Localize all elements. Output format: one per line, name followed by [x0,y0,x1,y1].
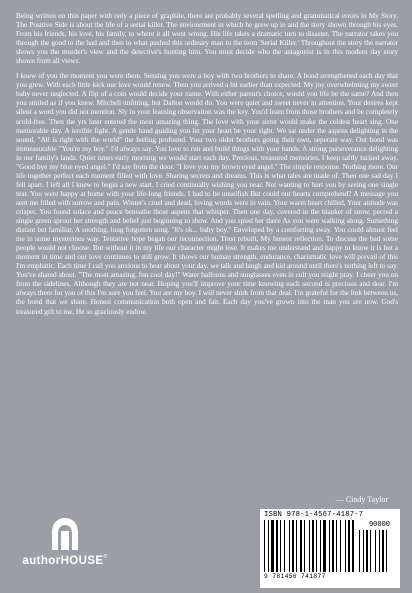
barcode-bar [345,520,346,572]
barcode-bar [300,520,302,572]
price-addon [359,521,390,572]
synopsis-paragraph: Being written on thin paper with only a piece of graphite, there are probably several spelling and grammatical errors in My Story. The Positive Side is about the life of a serial killer. The envionrment in which he grew up in and the story shown through his eyes. From his friends, his love, his family, to where it all went wrong. His life takes a dramatic turn to disaster. The narrator takes you through the good to the bad and then to what pushed this ordinary man to the term 'Serial Killer.' Throughout the story the narrator shows you the murder's view and the detective's hunting him. You must decide who the antagonist is in this modern day story shown from all views. [16,11,398,66]
authorhouse-logo-icon [50,517,80,551]
barcode-bar [352,520,354,572]
price-barcode-bar [366,530,368,572]
barcode-bar [348,520,350,572]
publisher-name [20,554,110,567]
barcode-bar [340,520,341,572]
price-barcode-bar [379,530,380,572]
barcode-bar [332,520,334,572]
barcode-bar [280,520,281,572]
barcode-row [264,520,396,572]
barcode-bar [271,520,274,572]
price-barcode-bar [363,530,364,572]
barcode-bar [309,520,310,572]
registered-mark: ® [103,554,108,560]
publisher-name-text: authorHOUSE [22,555,104,567]
barcode-bar [276,520,278,572]
price-barcode-bar [370,530,371,572]
price-code: 90000 [368,521,390,529]
barcode-bar [312,520,314,572]
publisher-block [20,517,110,567]
barcode-bar [316,520,317,572]
author-signature: — Cindy Taylor [335,495,388,504]
barcode-bar [284,520,285,572]
barcode-bar [329,520,330,572]
price-barcode-bar [375,530,376,572]
barcode-bar [264,520,265,572]
barcode-bar [296,520,297,572]
barcode-digits: 9 781456 741877 [264,573,326,580]
price-barcode-bars [359,530,390,572]
barcode-bar [292,520,294,572]
barcode-bar [268,520,269,572]
ean-barcode-bars [264,520,356,572]
price-barcode-bar [386,530,387,572]
back-cover-blurb [16,11,398,322]
barcode-bar [320,520,321,572]
price-barcode-bar [382,530,384,572]
barcode-bar [323,520,326,572]
isbn-label: ISBN 978-1-4567-4187-7 [264,511,364,519]
isbn-barcode [260,509,400,588]
barcode-bar [304,520,305,572]
poem-paragraph: I knew of you the moment you were there. Sensing you were a boy with two brothers to share. A bond strengthened each day that you grew. With each little kick our love would renew. Then you arrived a bit earlier than expected. My joy overwhelming my sweet baby never neglected. A flip of a coin would decide your name. With either parent's choice, would you life be the same? And then you smiled as if you knew. Mitchell unfitting, but Dalton would do. You were quiet and sweet never in attention. Your desires kept silent a word you did not mention. Sly in your learning observation was the key. You'd learn from those brothers and be completely scold-free. Then the yrs later entered the most amazing thing. The love with your sister would make the coldest heart sing. One memorable day. A terrible fight. A gentle hand guiding you let your heart be your sight. We sat under the aspens delighting in the sound. "All is right with the world" the feeling profound. Your two older brothers going their own, seperate way. Our bond was immeasurable "You're my boy." I'd always say. You love to run and build things with your hands. A strong perseverance delighting in our family's lands. Quiet times early morning we would start each day. Precious, treasured memories, I keep saftly tucked away. "Good bye my blue eyed angel." I'd say from the door. "I love you my brown eyed angel." The simple response. Nothing more. Our life together perfect each moment filled with love. Sharing secrets and dreams. This is what tales are made of. Then one sad day I fell apart. I left all I knew to begin a new start. I cried continually wishing you near. Not wanting to hurt you by seeing one single tear. You were happy at home with your life-long friends. I had to be unselfish But could our hearts comprehend? A message you sent me filled with sorrow and pain. Winter's cruel and dead, loving words were in vain. Your warm heart chilled, Your attitude was crisper. You found solace and peace beneathe those aspens that whisper. Then one day, covered in the blanket of snow, pecred a single green sprout her strength and belief just beginning to show. And you spied her there As you were walking along. Something distant but familiar, A soothing, long forgotten song. "It's ok... baby boy." Enveloped by a comforting sway. You could almost feel me in some mysterious way. Tentative hope began our reconnection. Trust rebuilt, My honest reflection. To discuss the bad some people would not choose. But without it in my life our character might lose. It makes me understand and happy to know it is but a moment in time and our love continues to still grow. It shows our human strength, endurance, charismatic love will prevail of this I'm emphatic. Each time I call you anxious to hear about your day. we talk and laugh and kid around until there's nothing left to say. You've shared about. "The most amazing, fun cool day!" Water balloons and sunglasses even in cult you might pray. I cheer you on from the sidelines. Although they are not near. Hoping you'll improve your time knowing each second is precious and dear. I'm always there for you of this I'm sure you feel. You are my boy. I will never shirk from that deal. I'm grateful for the link between us, the bond that we share. Honest communication both open and fair. Each day you've grown into the man you are now. God's treasured gift to me, He so graciously endow. [16,71,398,316]
barcode-bar [336,520,337,572]
price-barcode-bar [359,530,360,572]
barcode-bar [289,520,290,572]
